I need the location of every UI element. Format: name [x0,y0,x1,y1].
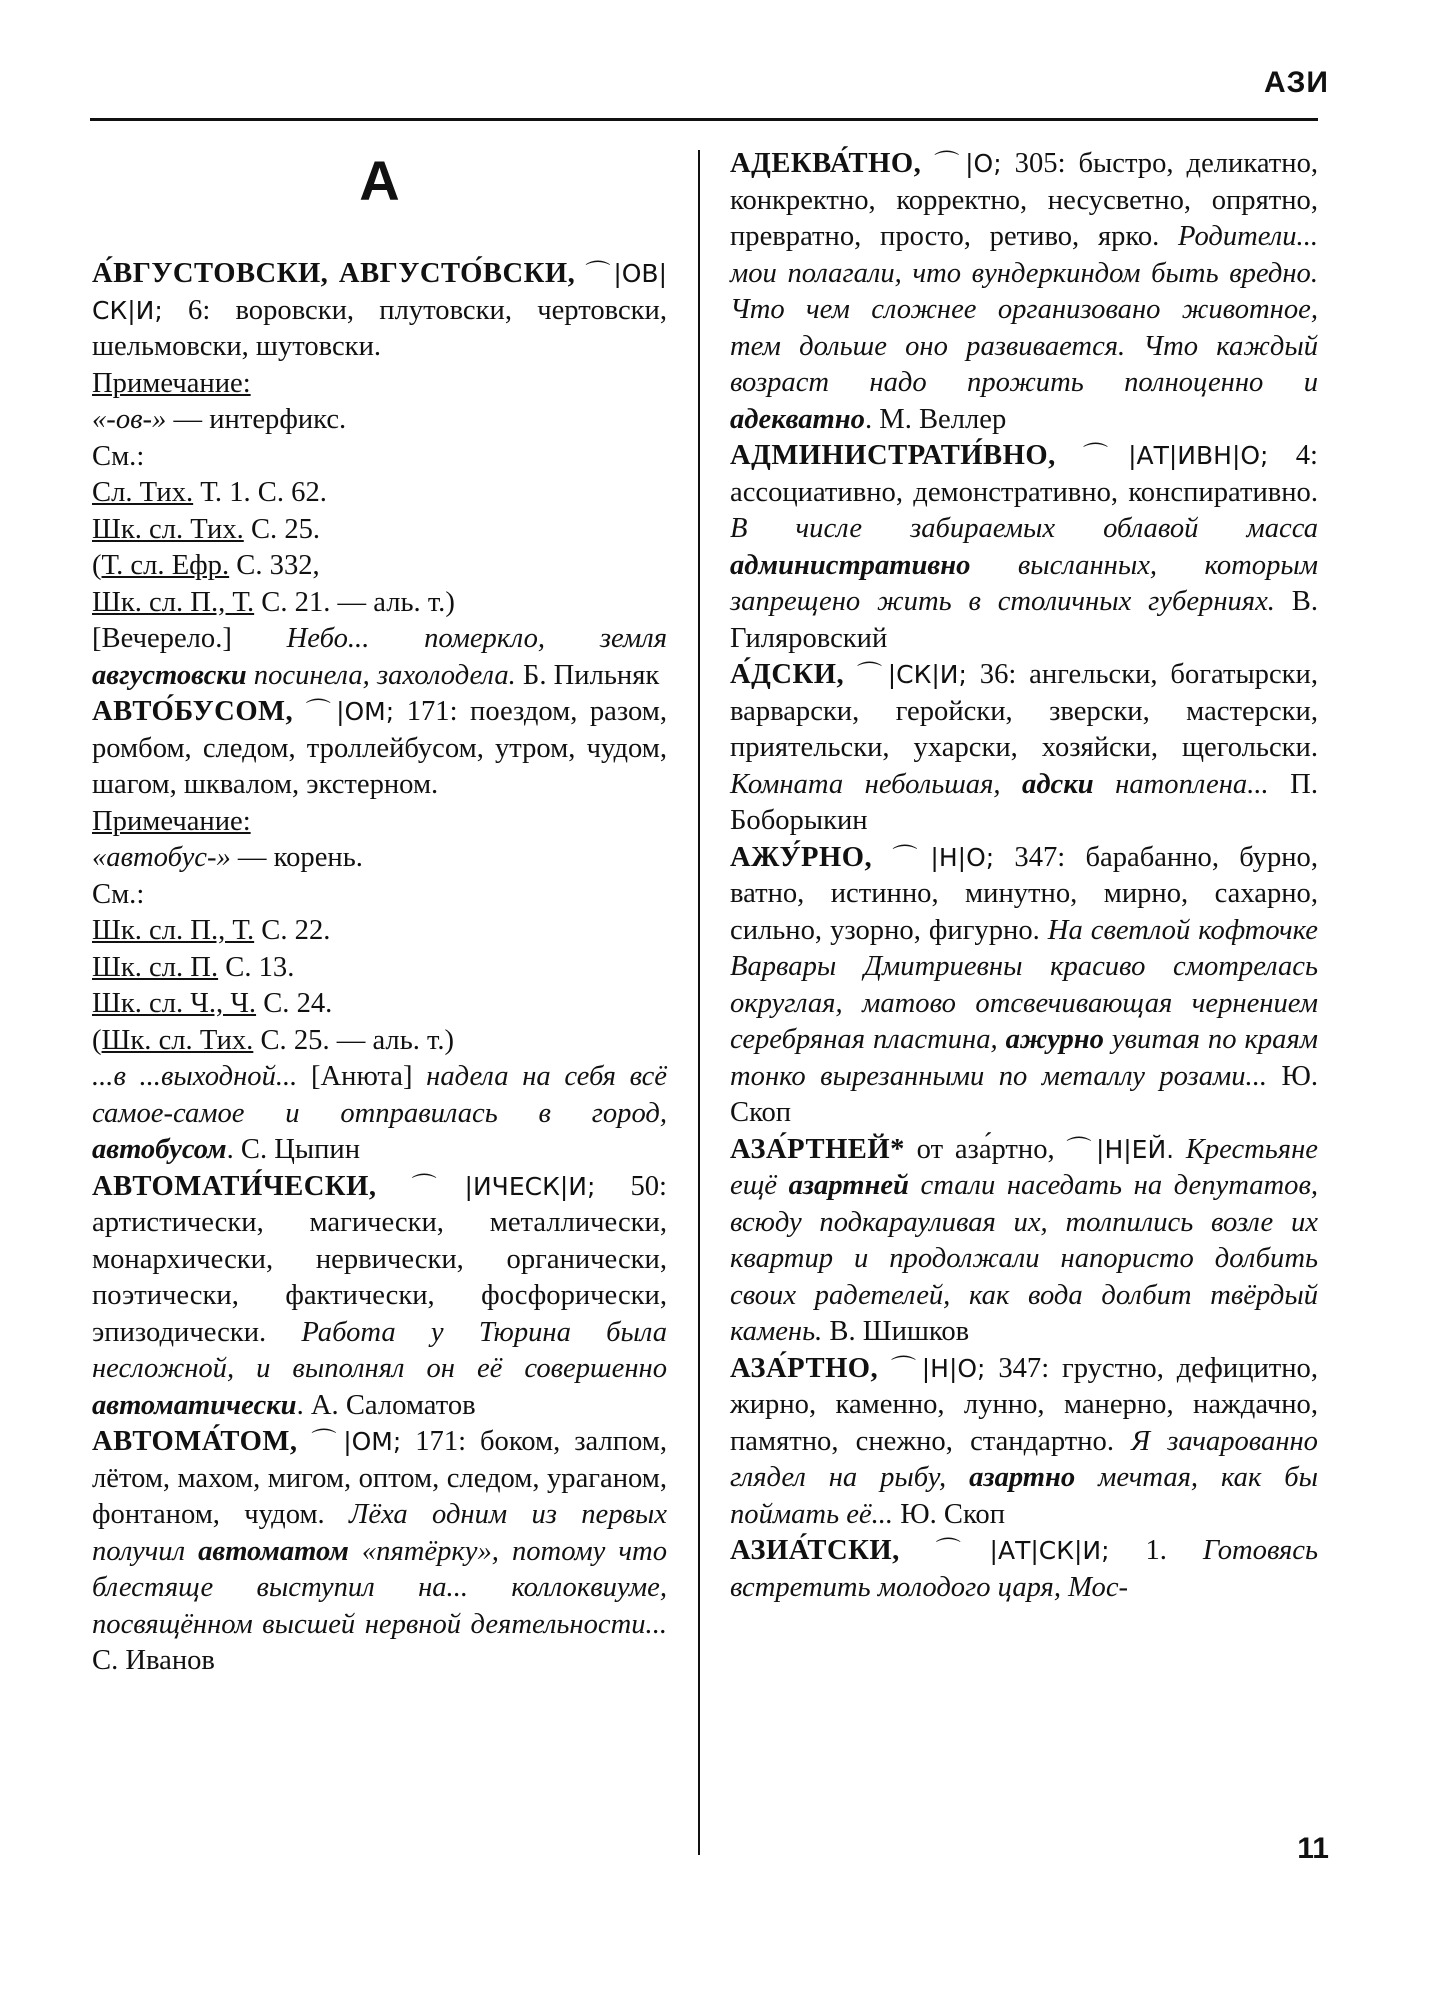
example-text: стали наседать на депутатов, всюду подкарауливая их, толпились возле их квартир и продолжали напористо долбить своих радетелей, как вода долбит твёрдый камень. [730,1170,1318,1347]
entry-aziatski [730,1533,1318,1606]
morph-formula: ⌒|ИЧЕСК|И; [411,1171,596,1201]
example-text: Готовясь встретить молодого царя, Мос- [730,1535,1318,1603]
running-head: АЗИ [1263,66,1329,99]
headword: АЗА́РТНО, [730,1352,879,1384]
example-text: «пятёрку», потому что блестяще выступил на... коллоквиуме, посвящённом высшей нервной деятельности... [92,1535,667,1640]
right-column [730,146,1318,1606]
entry-avtomatom [92,1424,667,1680]
example-keyword: азартней [788,1170,909,1201]
morph-formula: ⌒|Н|О; [891,1353,986,1383]
rhyme-list: 4: ассоциативно, демонстративно, конспиративно. [730,440,1318,508]
example-text: Комната небольшая, [730,768,1023,800]
reference: (Т. сл. Ефр. С. 332, [92,550,320,581]
example-author: С. Иванов [92,1645,215,1676]
example-keyword: ажурно [1005,1024,1104,1055]
headword: АДЕКВА́ТНО, [730,148,922,179]
rhyme-list: 6: воровски, плутовски, чертовски, шельмовски, шутовски. [92,294,667,362]
rhyme-list: 171: боком, залпом, лётом, махом, мигом, оптом, следом, ураганом, фонтаном, чудом. [92,1426,668,1530]
reference: Шк. сл. П., Т. С. 21. — аль. т.) [92,586,455,618]
morph-formula: ⌒|ОМ; [305,697,395,726]
morph-formula: ⌒|О; [934,149,1002,178]
example-keyword: адски [1022,768,1094,800]
example-keyword: автоматом [198,1535,349,1567]
rhyme-list: 305: быстро, деликатно, конкректно, корректно, несусветно, опрятно, превратно, просто, ретиво, ярко. [730,148,1319,252]
headword: АЖУ́РНО, [730,841,873,873]
reference: Шк. сл. П. С. 13. [92,951,295,983]
example-text: Лёха одним из первых получил [92,1499,667,1567]
morph-formula: ⌒|ОМ; [311,1427,402,1456]
example-author: В. Гиляровский [730,586,1318,654]
example-keyword: адекватно [730,403,865,435]
rhyme-list: 1. [1145,1535,1203,1566]
note-title: Примечание: [92,805,251,837]
example-text: На светлой кофточке Варвары Дмитриевны красиво смотрелась округлая, матово отсвечивающая чернением серебряная пластина, [730,914,1318,1055]
rhyme-list: 171: поездом, разом, ромбом, следом, троллейбусом, утром, чудом, шагом, шквалом, экстерном. [92,696,667,800]
example-quote: ...в ...выходной... [Анюта] надела на себя всё самое-самое и отправилась в город, автобусом. С. Цыпин [92,1061,667,1165]
headword: АЗИА́ТСКИ, [730,1535,900,1566]
example-text: увитая по краям тонко вырезанными по металлу розами... [730,1024,1318,1092]
headword: АДМИНИСТРАТИ́ВНО, [730,440,1056,471]
reference: Шк. сл. Тих. С. 25. [92,513,321,545]
page-number: 11 [1297,1832,1329,1865]
entry-administrativno [730,438,1318,657]
rhyme-list: 50: артистически, магически, металлически, монархически, нервически, органически, поэтически, фактически, фосфорически, эпизодически. [92,1170,667,1348]
example-quote: [Вечерело.] Небо... померкло, земля августовски посинела, захолодела. Б. Пильняк [92,623,667,691]
reference: (Шк. сл. Тих. С. 25. — аль. т.) [92,1024,455,1056]
entry-avtobusom [92,694,667,804]
rhyme-list: 36: ангельски, богатырски, варварски, геройски, зверски, мастерски, приятельски, ухарски, хозяйски, щегольски. [730,659,1318,763]
morph-formula: ⌒|АТ|ИВН|О; [1082,441,1269,470]
headword: А́ВГУСТОВСКИ, АВГУСТО́ВСКИ, [92,258,576,289]
headword: АВТОМАТИ́ЧЕСКИ, [92,1170,377,1202]
example-text: В числе забираемых облавой масса [730,513,1318,544]
morph-formula: ⌒|ОВ|СК|И; [92,259,667,325]
rhyme-list: 347: барабанно, бурно, ватно, истинно, минутно, мирно, сахарно, сильно, узорно, фигурно. [730,841,1319,946]
example-keyword: автоматически [92,1389,297,1421]
note-text: «автобус-» — корень. [92,842,363,873]
entry-azhurno [730,840,1318,1132]
reference: Шк. сл. Ч., Ч. С. 24. [92,988,333,1019]
example-text: мечтая, как бы поймать её... [730,1462,1318,1530]
entry-adski [730,657,1318,840]
example-keyword: азартно [969,1462,1076,1493]
entry-azartney [730,1132,1318,1351]
entry-avtomaticheski [92,1169,667,1425]
column-divider [698,150,700,1855]
headword: АВТО́БУСОМ, [92,696,294,727]
example-text: Работа у Тюрина была несложной, и выполнял он её совершенно [92,1316,668,1384]
entry-azartno [730,1351,1318,1534]
example-author: . М. Веллер [864,403,1007,435]
headword: А́ДСКИ, [730,659,845,690]
headword: АЗА́РТНЕЙ* [730,1133,905,1165]
entry-adekvatno [730,146,1318,438]
left-column [92,146,667,1680]
example-text: Родители... мои полагали, что вундеркиндом быть вредно. Что чем сложнее организовано животное, тем дольше оно развивается. Что каждый возраст надо прожить полноценно и [730,221,1318,398]
example-author: . А. Саломатов [296,1389,476,1421]
entry-avgustovski [92,256,667,366]
section-letter: А [359,149,400,212]
note-title: Примечание: [92,367,251,399]
example-text: Крестьяне ещё [730,1133,1318,1201]
morph-formula: ⌒|Н|ЕЙ. [1066,1134,1175,1164]
see-label: См.: [92,878,145,910]
example-author: Ю. Скоп [730,1060,1319,1128]
derivation: от аза́ртно, [904,1133,1055,1165]
header-rule [90,118,1318,121]
reference: Шк. сл. П., Т. С. 22. [92,915,331,946]
reference: Сл. Тих. Т. 1. С. 62. [92,477,327,508]
example-text: натоплена... [1093,768,1269,800]
see-label: См.: [92,440,145,472]
morph-formula: ⌒|Н|О; [892,842,995,872]
example-author: Ю. Скоп [893,1498,1006,1530]
headword: АВТОМА́ТОМ, [92,1426,298,1457]
example-text: Я зачарованно глядел на рыбу, [730,1425,1318,1493]
example-keyword: административно [730,549,971,581]
rhyme-list: 347: грустно, дефицитно, жирно, каменно, лунно, манерно, наждачно, памятно, снежно, стандартно. [730,1352,1318,1457]
morph-formula: ⌒|СК|И; [856,660,967,689]
morph-formula: ⌒|АТ|СК|И; [935,1536,1110,1565]
example-author: П. Боборыкин [730,768,1318,836]
note-text: «-ов-» — интерфикс. [92,404,347,435]
example-author: В. Шишков [822,1316,970,1347]
example-text: высланных, которым запрещено жить в столичных губерниях. [730,549,1318,617]
